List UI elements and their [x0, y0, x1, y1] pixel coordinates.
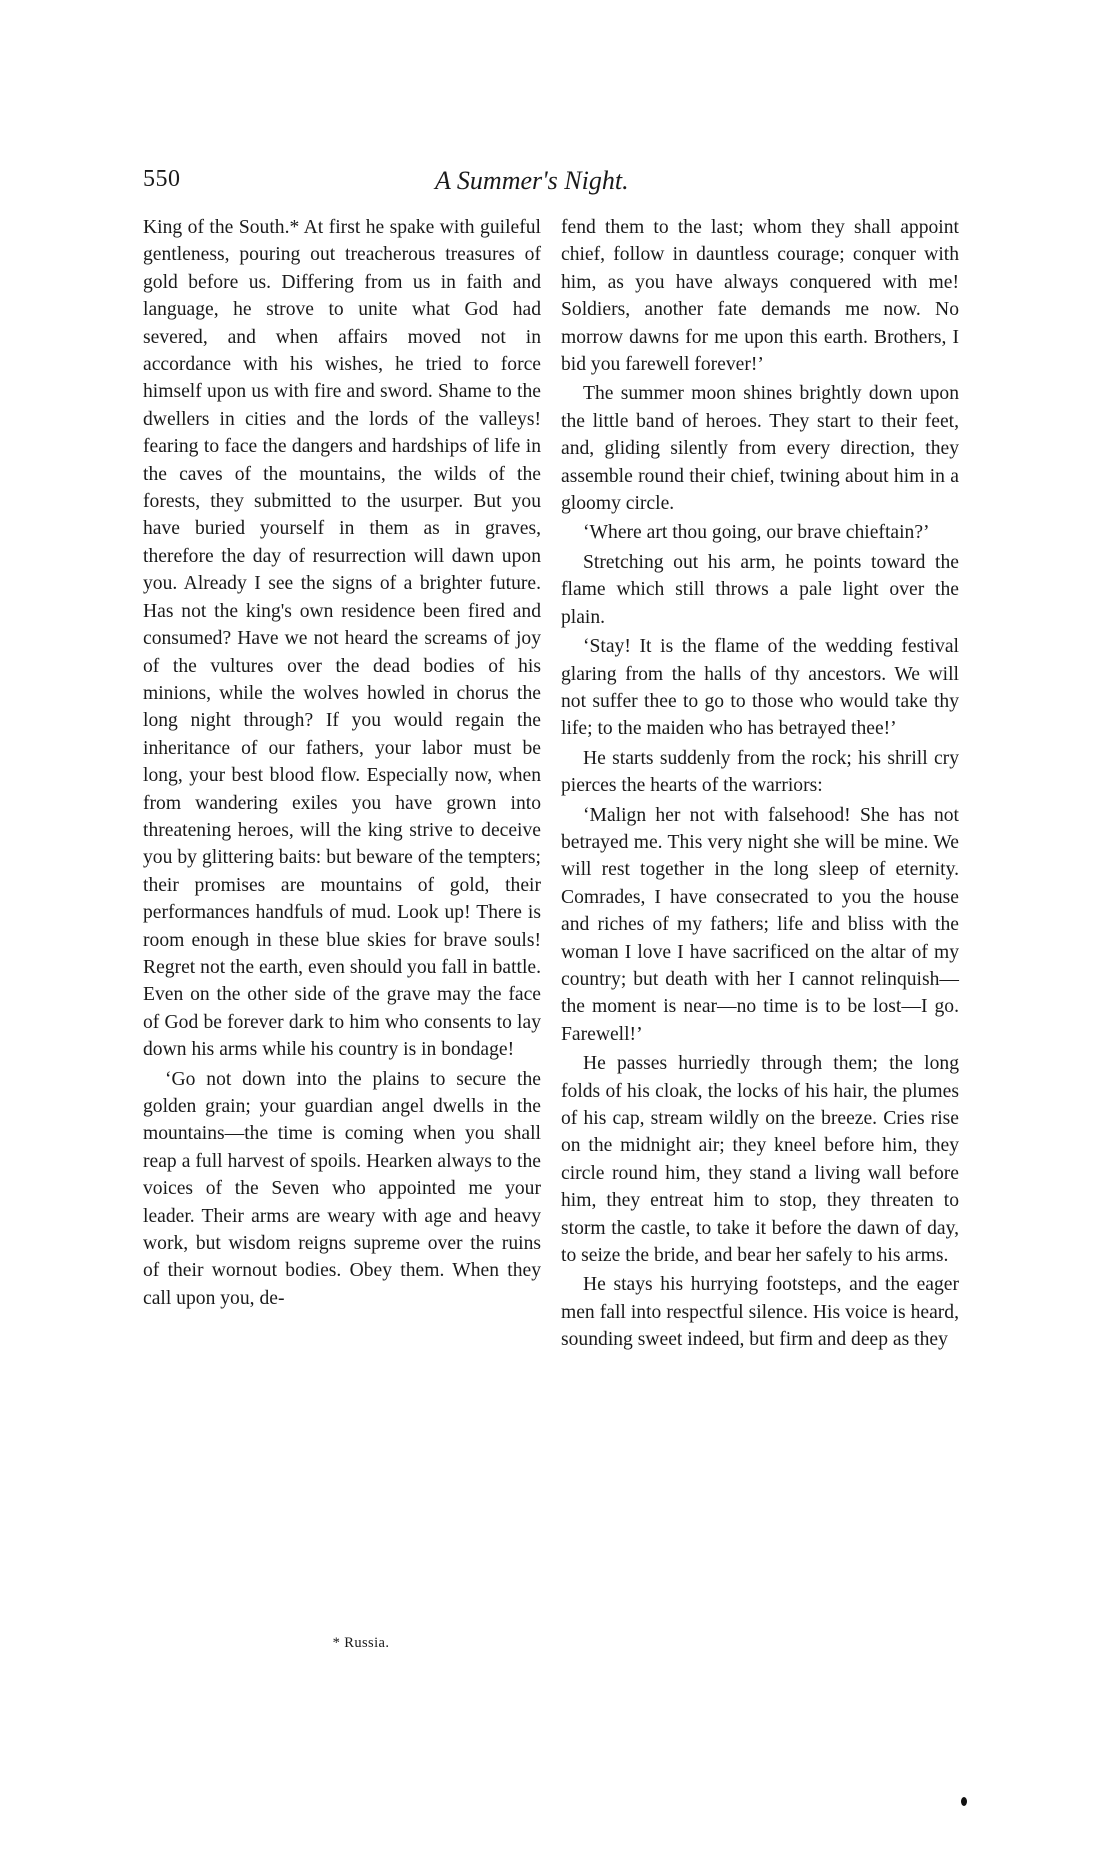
right-paragraph-8: He passes hurriedly through them; the long folds of his cloak, the locks of his hair, the plumes of his cap, stream wildly on the breeze. Cries rise on the midnight air; they kneel before him, they circle round him, they stand a living wall before him, they entreat him to stop, they threaten to storm the castle, to take it before the dawn of day, to seize the bride, and bear her safely to his arms. — [561, 1053, 959, 1267]
right-paragraph-2: The summer moon shines brightly down upon the little band of heroes. They start to their feet, and, gliding silently from every direction, they assemble round their chief, twining about him in a gloomy circle. — [561, 383, 959, 515]
right-paragraph-7: ‘Malign her not with falsehood! She has not betrayed me. This very night she will be mine. We will rest together in the long sleep of eternity. Comrades, I have consecrated to you the house and riches of my fathers; life and bliss with the woman I love I have sacrificed on the altar of my country; but death with her I cannot relinquish—the moment is near—no time is to be lost—I go. Farewell!’ — [561, 804, 959, 1045]
page-header — [143, 166, 963, 206]
right-paragraph-4: Stretching out his arm, he points toward the flame which still throws a pale light over the plain. — [561, 551, 959, 628]
left-paragraph-2: ‘Go not down into the plains to secure the golden grain; your guardian angel dwells in the mountains—the time is coming when you shall reap a full harvest of spoils. Hearken always to the voices of the Seven who appointed me your leader. Their arms are weary with age and heavy work, but wisdom reigns supreme over the ruins of their wornout bodies. Obey them. When they call upon you, de- — [143, 1068, 541, 1309]
running-title: A Summer's Night. — [435, 166, 629, 195]
footnote-text: * Russia. — [332, 1635, 390, 1651]
right-paragraph-5: ‘Stay! It is the flame of the wedding festival glaring from the halls of thy ancestors. We will not suffer thee to go to those who would take thy life; to the maiden who has betrayed thee!’ — [561, 636, 959, 740]
right-paragraph-1: fend them to the last; whom they shall appoint chief, follow in dauntless courage; conquer with him, as you have always conquered with me! Soldiers, another fate demands me now. No morrow dawns for me upon this earth. Brothers, I bid you farewell forever!’ — [561, 217, 959, 376]
ink-speck — [961, 1797, 967, 1806]
right-paragraph-9: He stays his hurrying footsteps, and the eager men fall into respectful silence. His voice is heard, sounding sweet indeed, but firm and deep as they — [561, 1274, 959, 1351]
right-column — [561, 214, 959, 1354]
right-paragraph-6: He starts suddenly from the rock; his shrill cry pierces the hearts of the warriors: — [561, 747, 959, 797]
right-paragraph-3: ‘Where art thou going, our brave chieftain?’ — [583, 522, 930, 544]
footnote — [143, 1635, 541, 1652]
page-number: 550 — [143, 166, 181, 192]
left-paragraph-1: King of the South.* At first he spake with guileful gentleness, pouring out treacherous treasures of gold before us. Differing from us in faith and language, he strove to unite what God had severed, and when affairs moved not in accordance with his wishes, he tried to force himself upon us with fire and sword. Shame to the dwellers in cities and the lords of the valleys! fearing to face the dangers and hardships of life in the caves of the mountains, the wilds of the forests, they submitted to the usurper. But you have buried yourself in them as in graves, therefore the day of resurrection will dawn upon you. Already I see the signs of a brighter future. Has not the king's own residence been fired and consumed? Have we not heard the screams of joy of the vultures over the dead bodies of his minions, while the wolves howled in chorus the long night through? If you would regain the inheritance of our fathers, your labor must be long, your best blood flow. Especially now, when from wandering exiles you have grown into threatening heroes, will the king strive to deceive you by glittering baits: but beware of the tempters; their promises are mountains of gold, their performances handfuls of mud. Look up! There is room enough in these blue skies for brave souls! Regret not the earth, even should you fall in battle. Even on the other side of the grave may the face of God be forever dark to him who consents to lay down his arms while his country is in bondage! — [143, 217, 541, 1061]
left-column — [143, 214, 541, 1312]
